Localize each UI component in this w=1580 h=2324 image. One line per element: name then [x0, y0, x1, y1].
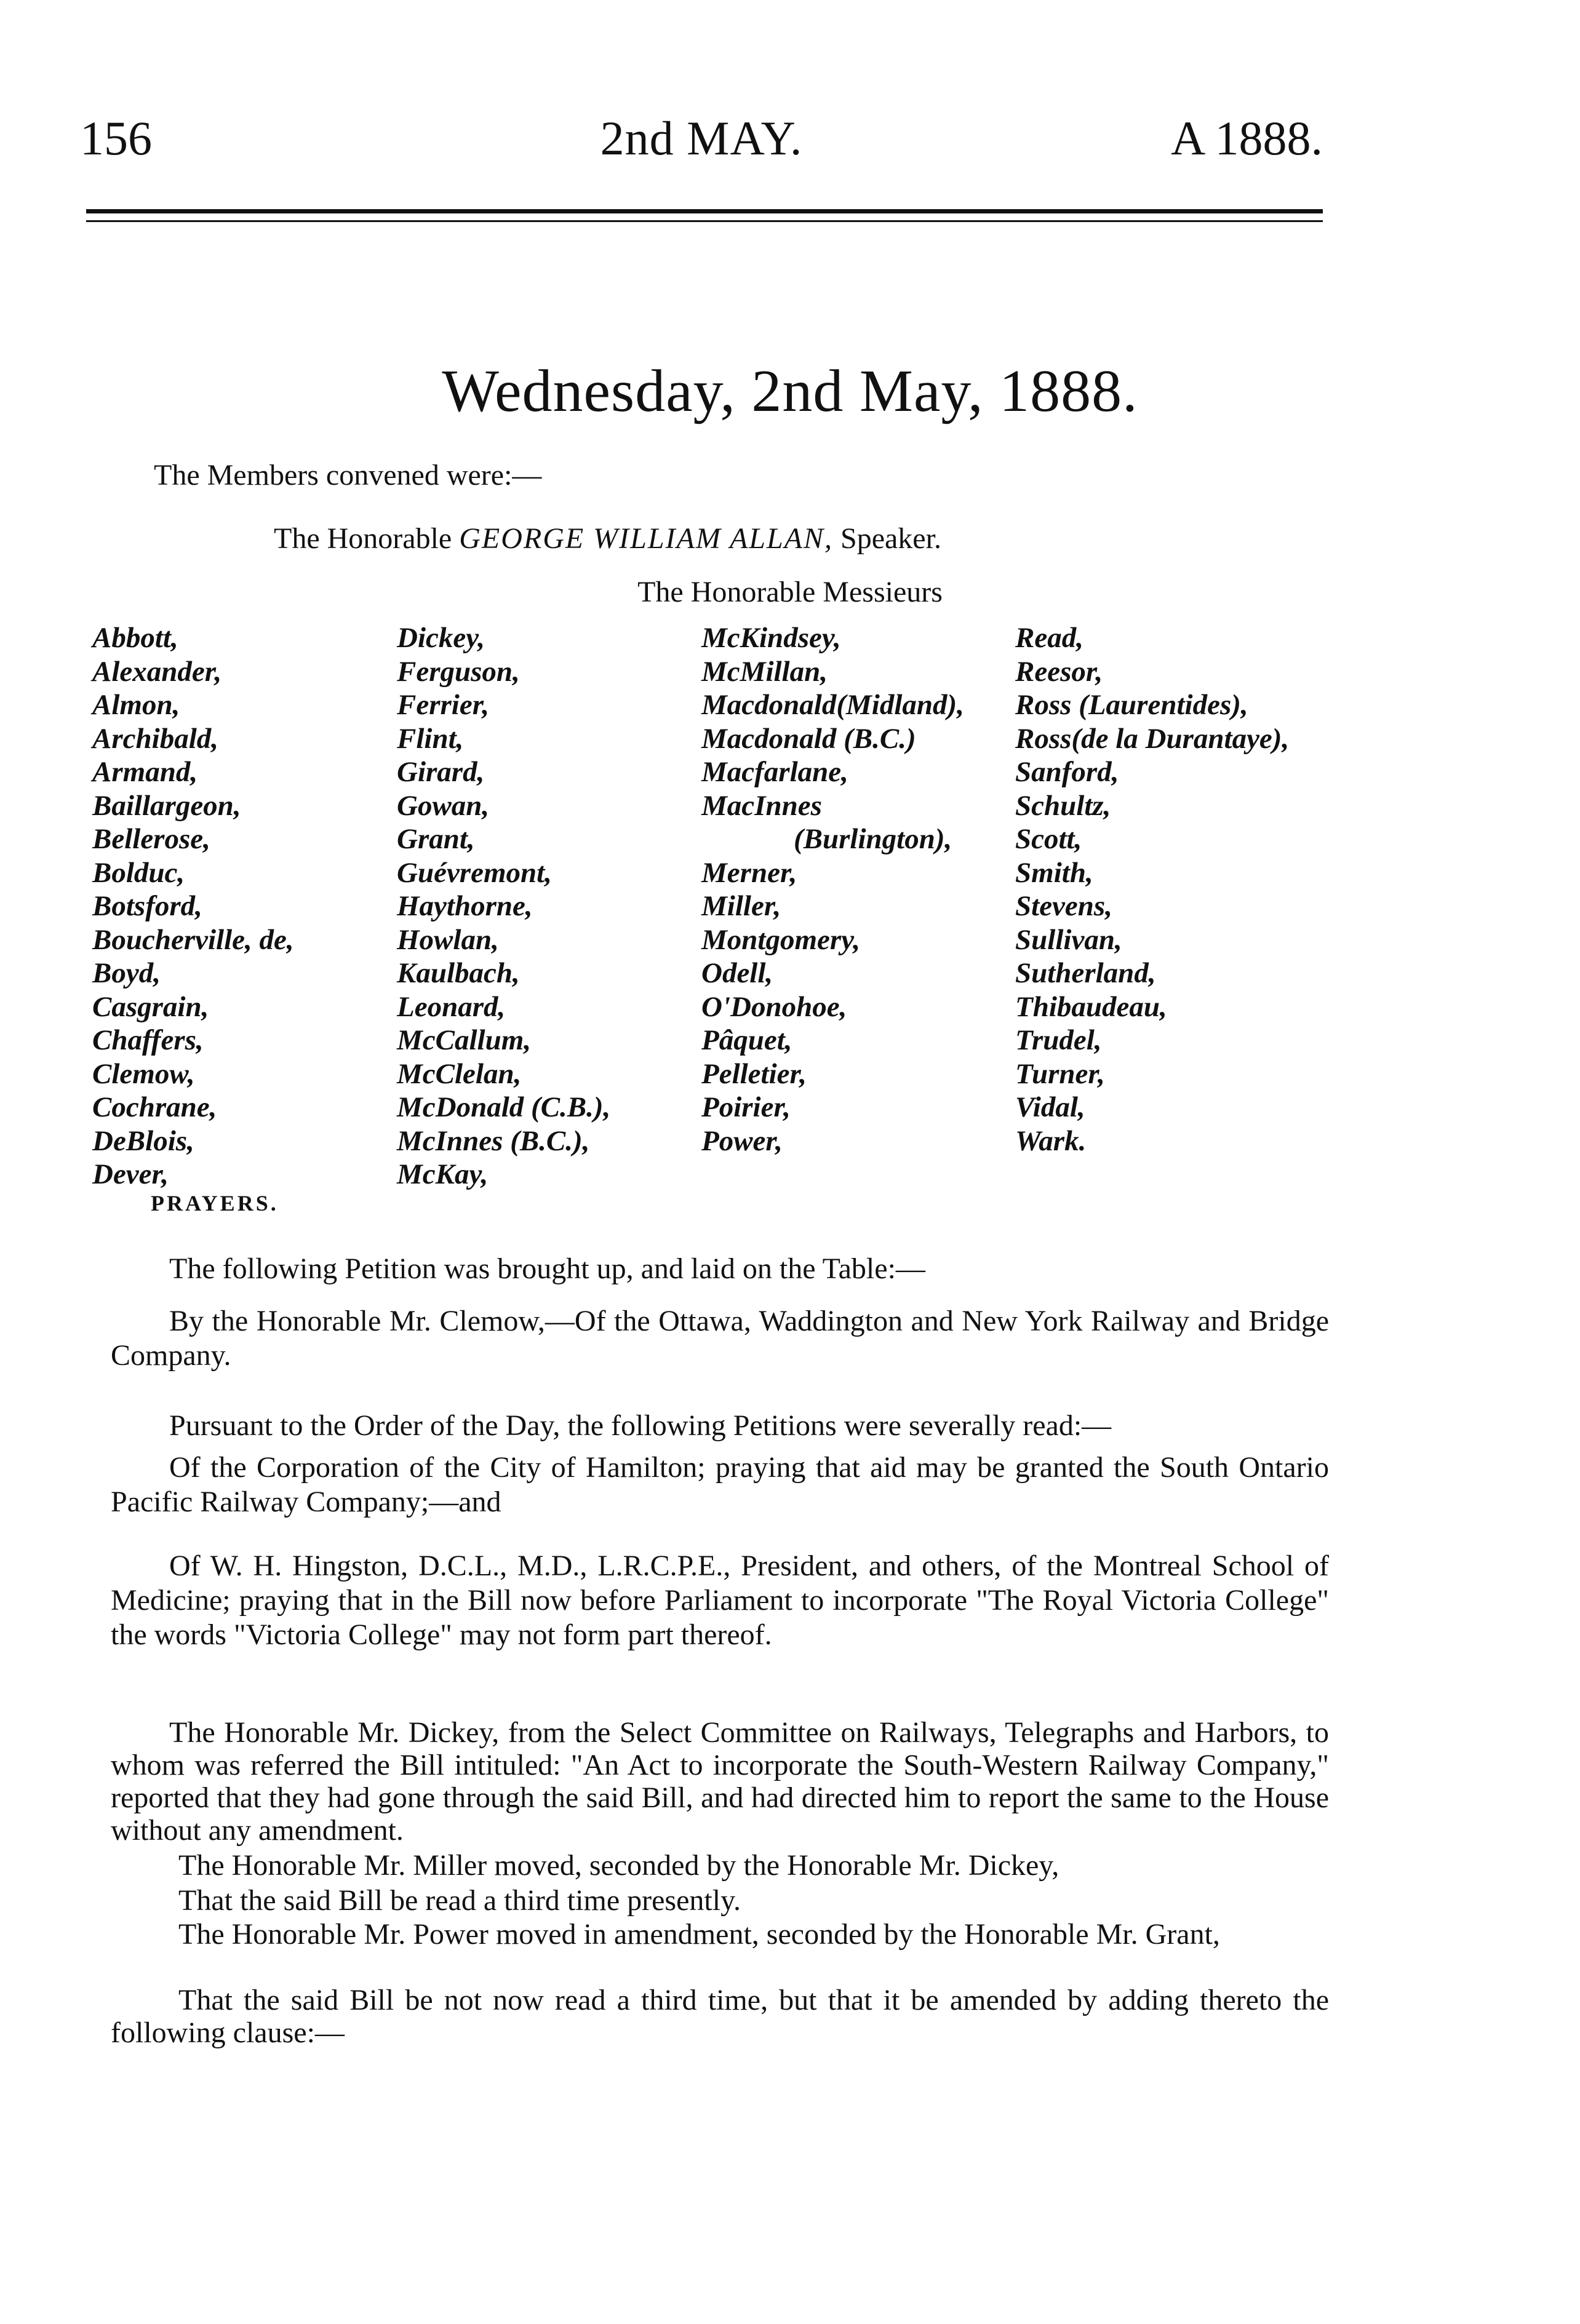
running-head	[80, 92, 1323, 165]
member-name: McInnes (B.C.),	[397, 1124, 590, 1157]
member-name: Dickey,	[397, 622, 485, 654]
members-column-4	[1015, 621, 1289, 1158]
member-name: McCallum,	[397, 1024, 532, 1056]
member-name: Abbott,	[92, 622, 178, 654]
member-name: Bolduc,	[92, 856, 185, 889]
member-name: Archibald,	[92, 722, 219, 755]
member-name: McDonald (C.B.),	[397, 1091, 611, 1123]
member-name: Smith,	[1015, 856, 1093, 889]
petition-intro: The following Petition was brought up, and laid on the Table:—	[169, 1252, 925, 1285]
member-name: Reesor,	[1015, 655, 1103, 688]
speaker-suffix: Speaker.	[840, 522, 941, 555]
member-name: (Burlington),	[794, 823, 952, 855]
motion-third-reading: That the said Bill be read a third time presently.	[178, 1884, 741, 1917]
member-name: McKindsey,	[701, 622, 841, 654]
members-column-2	[397, 621, 610, 1192]
member-name: Power,	[701, 1124, 783, 1157]
prayers-heading: PRAYERS.	[151, 1191, 279, 1216]
running-head-date: 2nd MAY.	[600, 111, 803, 165]
member-name: Trudel,	[1015, 1024, 1102, 1056]
member-name: Armand,	[92, 756, 198, 788]
member-name: Turner,	[1015, 1057, 1105, 1090]
messieurs-heading: The Honorable Messieurs	[637, 576, 943, 608]
page-number: 156	[80, 111, 152, 165]
member-name: Almon,	[92, 689, 180, 721]
member-name: Odell,	[701, 957, 773, 989]
member-name: McClelan,	[397, 1057, 522, 1090]
amendment-text: That the said Bill be not now read a third time, but that it be amended by adding thereto the following clause:—	[111, 1984, 1329, 2049]
member-name: Ferguson,	[397, 655, 520, 688]
member-name: Flint,	[397, 722, 464, 755]
member-name: Poirier,	[701, 1091, 791, 1123]
member-name: Macdonald(Midland),	[701, 689, 964, 721]
member-name: MacInnes	[701, 789, 822, 822]
members-column-3	[701, 621, 964, 1158]
petition-hingston: Of W. H. Hingston, D.C.L., M.D., L.R.C.P.E., President, and others, of the Montreal School of Medicine; praying that in the Bill now before Parliament to incorporate "The Royal Victoria College" the words "Victoria College" may not form part thereof.	[111, 1550, 1329, 1651]
member-name: Sutherland,	[1015, 957, 1156, 989]
member-name: Miller,	[701, 890, 781, 922]
member-name: Girard,	[397, 756, 485, 788]
member-name: Merner,	[701, 856, 797, 889]
member-name: Gowan,	[397, 789, 490, 822]
member-name: Ferrier,	[397, 689, 490, 721]
member-name: Pelletier,	[701, 1057, 807, 1090]
member-name: McKay,	[397, 1158, 489, 1190]
speaker-name: GEORGE WILLIAM ALLAN,	[459, 522, 833, 555]
member-name: Bellerose,	[92, 823, 210, 855]
member-name: Cochrane,	[92, 1091, 217, 1123]
member-name: Baillargeon,	[92, 789, 241, 822]
member-name: Sullivan,	[1015, 923, 1122, 956]
member-name: Boyd,	[92, 957, 161, 989]
member-name: Alexander,	[92, 655, 222, 688]
member-name: Scott,	[1015, 823, 1082, 855]
motion-miller: The Honorable Mr. Miller moved, seconded by the Honorable Mr. Dickey,	[178, 1849, 1059, 1882]
member-name: Stevens,	[1015, 890, 1112, 922]
member-name: Kaulbach,	[397, 957, 520, 989]
member-name: Haythorne,	[397, 890, 533, 922]
member-name: Macdonald (B.C.)	[701, 722, 916, 755]
member-name: Chaffers,	[92, 1024, 204, 1056]
member-name: Clemow,	[92, 1057, 195, 1090]
header-rule-thick	[86, 209, 1323, 213]
member-name: O'Donohoe,	[701, 990, 847, 1023]
speaker-prefix: The Honorable	[274, 522, 452, 555]
convened-line: The Members convened were:—	[154, 459, 542, 491]
member-name: Read,	[1015, 622, 1083, 654]
member-name: Thibaudeau,	[1015, 990, 1167, 1023]
member-name: Ross (Laurentides),	[1015, 689, 1248, 721]
speaker-line	[274, 522, 941, 555]
member-name: Pâquet,	[701, 1024, 792, 1056]
member-name: Macfarlane,	[701, 756, 848, 788]
member-name: Wark.	[1015, 1124, 1087, 1157]
member-name: Schultz,	[1015, 789, 1111, 822]
running-head-year: A 1888.	[1170, 111, 1323, 165]
member-name: Grant,	[397, 823, 475, 855]
member-name: McMillan,	[701, 655, 828, 688]
member-name: Ross(de la Durantaye),	[1015, 722, 1290, 755]
petition-clemow: By the Honorable Mr. Clemow,—Of the Ottawa, Waddington and New York Railway and Bridge Company.	[111, 1305, 1329, 1372]
members-column-1	[92, 621, 294, 1192]
member-name: Casgrain,	[92, 990, 209, 1023]
petitions-read-intro: Pursuant to the Order of the Day, the following Petitions were severally read:—	[169, 1409, 1112, 1442]
petition-hamilton: Of the Corporation of the City of Hamilton; praying that aid may be granted the South Ontario Pacific Railway Company;—and	[111, 1451, 1329, 1518]
header-rule-thin	[86, 220, 1323, 222]
member-name: Howlan,	[397, 923, 499, 956]
member-name: Vidal,	[1015, 1091, 1085, 1123]
amendment-power: The Honorable Mr. Power moved in amendment, seconded by the Honorable Mr. Grant,	[178, 1918, 1220, 1951]
committee-report: The Honorable Mr. Dickey, from the Select Committee on Railways, Telegraphs and Harbors, to whom was referred the Bill intituled: "An Act to incorporate the South-Western Railway Company," reported that they had gone through the said Bill, and had directed him to report the same to the House without any amendment.	[111, 1716, 1329, 1847]
member-name: Leonard,	[397, 990, 506, 1023]
member-name: Dever,	[92, 1158, 169, 1190]
page-title: Wednesday, 2nd May, 1888.	[442, 358, 1138, 424]
member-name: Sanford,	[1015, 756, 1119, 788]
member-name: Montgomery,	[701, 923, 861, 956]
member-name: Boucherville, de,	[92, 923, 294, 956]
member-name: Guévremont,	[397, 856, 552, 889]
member-name: Botsford,	[92, 890, 202, 922]
member-name: DeBlois,	[92, 1124, 194, 1157]
